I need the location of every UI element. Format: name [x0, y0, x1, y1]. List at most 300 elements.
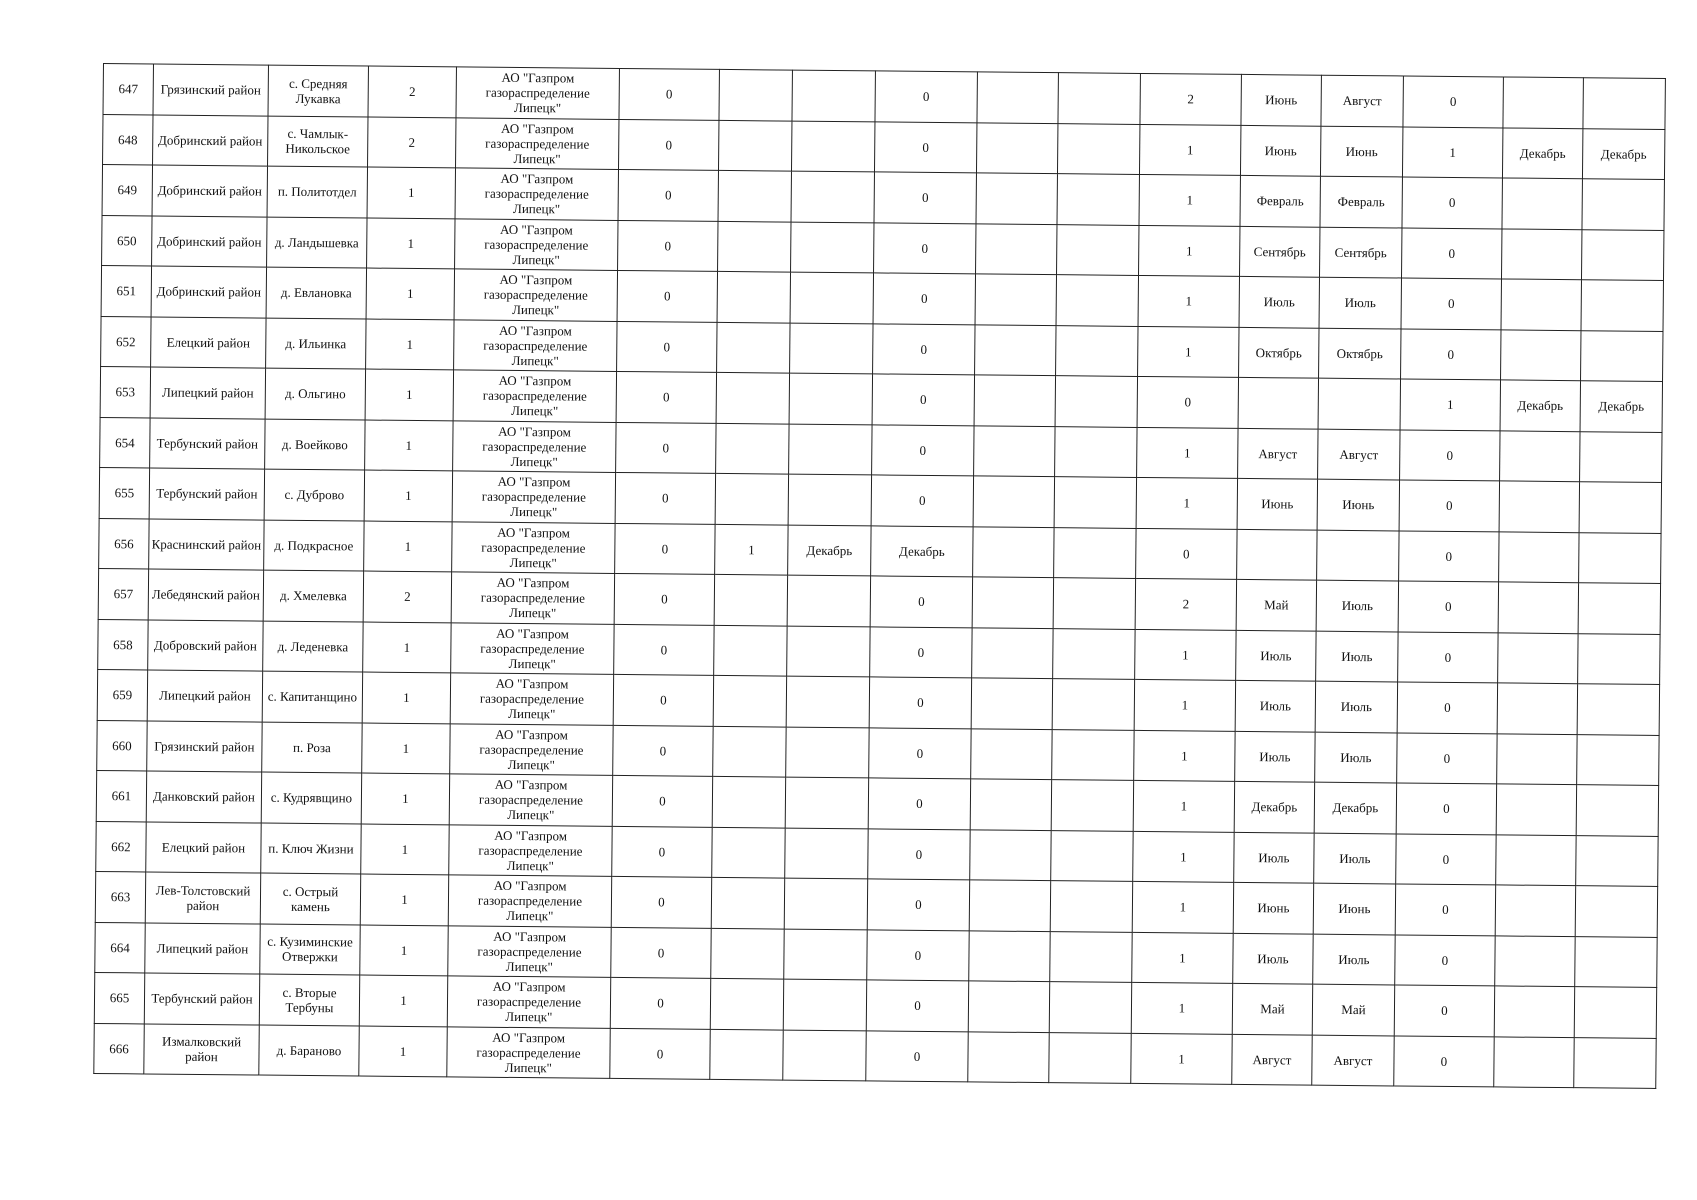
cell-month-d-end	[1579, 532, 1661, 583]
cell-row-number: 657	[98, 568, 148, 619]
organization-line: АО "Газпром	[496, 625, 569, 642]
cell-month-d-end	[1576, 835, 1658, 886]
cell-month-a-start	[712, 827, 785, 878]
cell-value-b: 0	[875, 71, 977, 122]
cell-value-c: 1	[1134, 679, 1235, 730]
cell-quantity: 1	[362, 672, 450, 723]
cell-month-c-start: Август	[1238, 428, 1318, 479]
cell-value-b: 0	[868, 828, 970, 879]
cell-row-number: 659	[97, 669, 147, 720]
cell-value-c: 2	[1140, 73, 1241, 124]
organization-line: газораспределение	[482, 438, 587, 455]
organization-line: АО "Газпром	[492, 979, 566, 995]
organization-line: газораспределение	[484, 185, 589, 202]
cell-value-d: 0	[1396, 783, 1496, 834]
organization-line: Липецк"	[507, 807, 555, 823]
organization-line: АО "Газпром	[500, 120, 574, 137]
cell-value-a: 0	[618, 220, 718, 271]
cell-value-c: 1	[1134, 730, 1235, 781]
cell-value-d: 0	[1396, 833, 1496, 884]
cell-district: Липецкий район	[147, 670, 262, 722]
cell-month-a-start	[714, 574, 787, 625]
cell-month-a-start	[711, 928, 784, 979]
cell-row-number: 653	[100, 366, 150, 417]
cell-value-d: 0	[1399, 530, 1499, 581]
cell-value-c: 1	[1132, 881, 1233, 932]
cell-settlement: п. Политотдел	[267, 166, 367, 217]
cell-month-b-end	[1054, 477, 1136, 528]
organization-line: АО "Газпром	[494, 827, 568, 844]
cell-month-c-start: Сентябрь	[1240, 226, 1320, 277]
cell-value-b: Декабрь	[871, 525, 973, 576]
cell-settlement: д. Леденевка	[263, 621, 363, 672]
organization-line: Липецк"	[513, 150, 561, 167]
cell-row-number: 664	[95, 922, 145, 973]
cell-value-a: 0	[616, 371, 716, 422]
cell-month-c-start: Октябрь	[1239, 327, 1319, 378]
cell-month-a-end	[791, 222, 874, 273]
cell-month-b-start	[968, 1031, 1049, 1082]
cell-month-c-end: Июль	[1319, 277, 1401, 328]
cell-value-d: 0	[1399, 480, 1499, 531]
cell-settlement: с. Дуброво	[264, 469, 364, 520]
cell-quantity: 1	[367, 218, 455, 269]
cell-value-a: 0	[619, 68, 719, 119]
cell-organization	[456, 67, 619, 119]
cell-value-c: 1	[1135, 629, 1236, 680]
cell-settlement: д. Хмелевка	[263, 570, 363, 621]
cell-month-a-start	[716, 423, 789, 474]
cell-value-b: 0	[874, 172, 976, 223]
cell-month-a-start	[718, 120, 791, 171]
organization-line: Липецк"	[507, 756, 555, 773]
cell-month-a-end: Декабрь	[788, 525, 871, 576]
cell-month-d-end	[1579, 482, 1661, 533]
cell-month-b-end	[1054, 527, 1136, 578]
cell-month-c-end: Июнь	[1313, 883, 1395, 934]
organization-line: газораспределение	[478, 791, 584, 808]
cell-organization	[452, 471, 615, 523]
cell-settlement: д. Евлановка	[266, 267, 366, 318]
cell-value-b: 0	[874, 121, 976, 172]
cell-month-c-end: Июль	[1313, 934, 1395, 985]
organization-line: АО "Газпром	[493, 928, 567, 945]
cell-value-a: 0	[612, 775, 712, 826]
organization-line: АО "Газпром	[499, 221, 573, 238]
organization-line: АО "Газпром	[495, 676, 569, 692]
cell-month-a-start	[718, 221, 791, 272]
cell-month-c-end: Август	[1312, 1035, 1394, 1086]
cell-settlement: д. Ольгино	[265, 368, 365, 419]
cell-month-b-start	[973, 476, 1054, 527]
cell-quantity: 1	[361, 773, 449, 824]
cell-district: Елецкий район	[146, 821, 261, 873]
cell-month-c-end: Июль	[1316, 580, 1398, 631]
cell-month-b-end	[1058, 73, 1140, 124]
cell-quantity: 1	[360, 925, 448, 976]
cell-month-d-start	[1499, 531, 1579, 582]
organization-line: АО "Газпром	[499, 272, 573, 288]
cell-month-b-end	[1050, 931, 1132, 982]
cell-organization	[453, 420, 616, 472]
organization-line: АО "Газпром	[497, 474, 571, 490]
cell-month-c-start: Июнь	[1237, 478, 1317, 529]
cell-value-d: 0	[1402, 177, 1502, 228]
cell-value-d: 0	[1401, 227, 1501, 278]
organization-line: АО "Газпром	[493, 878, 567, 894]
cell-month-b-start	[976, 173, 1057, 224]
cell-month-a-start	[715, 473, 788, 524]
cell-month-b-end	[1057, 224, 1139, 275]
cell-row-number: 663	[95, 871, 145, 922]
organization-line: Липецк"	[506, 857, 554, 874]
cell-month-d-start	[1496, 784, 1576, 835]
cell-settlement: д. Подкрасное	[264, 520, 364, 571]
cell-value-b: 0	[867, 879, 969, 930]
cell-month-d-start	[1501, 279, 1581, 330]
cell-month-b-start	[976, 223, 1057, 274]
cell-month-a-end	[790, 323, 873, 374]
cell-district: Липецкий район	[150, 367, 265, 419]
cell-month-a-end	[791, 171, 874, 222]
cell-row-number: 651	[101, 265, 151, 316]
cell-month-d-end: Декабрь	[1580, 381, 1662, 432]
cell-month-d-end	[1581, 229, 1663, 280]
cell-month-c-end: Июнь	[1317, 479, 1399, 530]
cell-value-b: 0	[874, 222, 976, 273]
cell-quantity: 2	[363, 571, 451, 622]
cell-month-d-start	[1502, 178, 1582, 229]
cell-month-a-start: 1	[715, 524, 788, 575]
cell-value-c: 0	[1137, 376, 1238, 427]
cell-month-c-start	[1238, 377, 1318, 428]
cell-month-b-start	[969, 880, 1050, 931]
organization-line: Липецк"	[513, 201, 561, 217]
cell-month-b-start	[975, 274, 1056, 325]
organization-line: Липецк"	[512, 302, 560, 318]
organization-line: Липецк"	[509, 554, 557, 571]
cell-month-c-end: Февраль	[1320, 176, 1402, 227]
cell-settlement: п. Ключ Жизни	[261, 823, 361, 874]
cell-value-d: 0	[1403, 76, 1503, 127]
cell-value-b: 0	[869, 677, 971, 728]
cell-district: Лев-Толстовский район	[145, 872, 260, 924]
cell-district: Лебедянский район	[148, 569, 263, 621]
organization-line: Липецк"	[504, 1059, 552, 1076]
cell-quantity: 1	[365, 420, 453, 471]
cell-row-number: 649	[102, 165, 152, 216]
organization-line: газораспределение	[477, 892, 583, 909]
cell-value-c: 1	[1131, 1033, 1232, 1084]
organization-line: газораспределение	[484, 236, 589, 253]
cell-quantity: 1	[360, 874, 448, 925]
cell-organization	[456, 117, 619, 169]
cell-month-d-end	[1575, 886, 1657, 937]
cell-value-d: 0	[1398, 631, 1498, 682]
cell-organization	[454, 269, 617, 321]
cell-district: Тербунский район	[149, 468, 264, 520]
organization-line: газораспределение	[482, 387, 587, 404]
cell-district: Добринский район	[153, 114, 268, 166]
organization-line: Липецк"	[512, 251, 560, 268]
organization-line: газораспределение	[481, 539, 586, 556]
cell-month-a-end	[792, 70, 875, 121]
cell-month-a-end	[787, 575, 870, 626]
cell-value-a: 0	[614, 573, 714, 624]
organization-line: газораспределение	[480, 640, 585, 657]
cell-organization	[447, 976, 610, 1028]
cell-value-d: 0	[1394, 1035, 1494, 1086]
cell-value-d: 0	[1394, 985, 1494, 1036]
cell-value-d: 1	[1402, 126, 1502, 177]
cell-month-d-start	[1499, 481, 1579, 532]
cell-value-d: 0	[1397, 732, 1497, 783]
cell-value-b: 0	[870, 626, 972, 677]
cell-month-c-start: Июль	[1235, 680, 1315, 731]
cell-month-a-end	[789, 373, 872, 424]
organization-line: АО "Газпром	[496, 575, 570, 591]
cell-month-c-start: Июль	[1234, 832, 1314, 883]
cell-month-c-start: Июнь	[1233, 882, 1313, 933]
cell-value-b: 0	[873, 323, 975, 374]
organization-line: Липецк"	[510, 453, 558, 470]
cell-month-d-start	[1501, 228, 1581, 279]
cell-organization	[455, 218, 618, 270]
cell-month-c-start: Июль	[1236, 630, 1316, 681]
cell-settlement: с. Кузиминские Отвержки	[260, 924, 360, 975]
cell-month-c-end	[1317, 530, 1399, 581]
cell-month-a-end	[783, 1030, 866, 1081]
cell-value-b: 0	[869, 727, 971, 778]
cell-value-c: 1	[1137, 427, 1238, 478]
cell-month-c-start: Август	[1232, 1034, 1312, 1085]
cell-organization	[448, 925, 611, 977]
cell-month-d-end	[1574, 1037, 1656, 1088]
cell-month-a-end	[786, 727, 869, 778]
cell-district: Измалковский район	[144, 1023, 259, 1075]
cell-value-b: 0	[866, 980, 968, 1031]
cell-month-a-end	[785, 777, 868, 828]
cell-organization	[447, 1026, 610, 1078]
organization-line: газораспределение	[483, 286, 588, 303]
organization-line: Липецк"	[508, 655, 556, 672]
cell-district: Тербунский район	[150, 417, 265, 469]
cell-month-b-start	[975, 324, 1056, 375]
cell-value-c: 1	[1139, 174, 1240, 225]
cell-value-a: 0	[617, 270, 717, 321]
cell-month-c-start: Июнь	[1240, 125, 1320, 176]
cell-month-b-end	[1049, 982, 1131, 1033]
cell-row-number: 658	[98, 619, 148, 670]
cell-value-c: 0	[1136, 528, 1237, 579]
cell-month-b-start	[970, 829, 1051, 880]
organization-line: газораспределение	[483, 337, 588, 354]
cell-month-b-end	[1057, 174, 1139, 225]
organization-line: газораспределение	[485, 135, 590, 152]
cell-value-c: 1	[1138, 326, 1239, 377]
cell-district: Краснинский район	[149, 518, 264, 570]
cell-month-d-start	[1494, 1036, 1574, 1087]
cell-value-d: 0	[1401, 278, 1501, 329]
cell-quantity: 1	[362, 723, 450, 774]
cell-month-d-end	[1581, 280, 1663, 331]
organization-line: АО "Газпром	[497, 524, 570, 541]
cell-month-d-end	[1583, 78, 1665, 129]
cell-month-d-end	[1576, 785, 1658, 836]
cell-month-d-end	[1581, 330, 1663, 381]
cell-month-b-end	[1056, 325, 1138, 376]
cell-row-number: 656	[99, 518, 149, 569]
organization-line: АО "Газпром	[495, 726, 569, 743]
organization-line: газораспределение	[478, 842, 583, 859]
cell-organization	[452, 521, 615, 573]
cell-settlement: с. Чамлык-Никольское	[268, 116, 368, 167]
organization-line: газораспределение	[481, 488, 586, 505]
cell-value-c: 1	[1136, 477, 1237, 528]
cell-settlement: с. Средняя Лукавка	[268, 65, 368, 116]
cell-month-c-end: Июль	[1315, 732, 1397, 783]
cell-month-d-start	[1495, 885, 1575, 936]
cell-month-a-end	[784, 878, 867, 929]
cell-month-c-end: Октябрь	[1319, 328, 1401, 379]
cell-row-number: 666	[94, 1023, 144, 1074]
cell-month-a-start	[711, 877, 784, 928]
cell-month-a-end	[785, 828, 868, 879]
cell-value-a: 0	[612, 826, 712, 877]
cell-row-number: 650	[102, 215, 152, 266]
cell-quantity: 1	[366, 319, 454, 370]
organization-line: Липецк"	[505, 1009, 553, 1025]
cell-organization	[454, 319, 617, 371]
cell-month-b-start	[974, 375, 1055, 426]
organization-line: Липецк"	[509, 605, 557, 621]
cell-month-a-start	[716, 372, 789, 423]
cell-month-b-end	[1051, 830, 1133, 881]
cell-value-a: 0	[613, 674, 713, 725]
cell-organization	[448, 875, 611, 927]
cell-month-d-end	[1582, 179, 1664, 230]
cell-value-c: 2	[1135, 578, 1236, 629]
cell-month-c-start: Июль	[1233, 933, 1313, 984]
cell-quantity: 1	[366, 268, 454, 319]
organization-line: Липецк"	[505, 958, 553, 975]
cell-month-a-start	[712, 776, 785, 827]
cell-month-a-end	[784, 929, 867, 980]
cell-value-a: 0	[615, 472, 715, 523]
organization-line: газораспределение	[476, 1044, 581, 1061]
cell-month-a-start	[714, 625, 787, 676]
cell-district: Добринский район	[151, 266, 266, 318]
cell-month-b-start	[968, 981, 1049, 1032]
cell-month-a-end	[790, 272, 873, 323]
cell-month-d-start	[1498, 582, 1578, 633]
cell-organization	[451, 622, 614, 674]
cell-month-a-start	[717, 322, 790, 373]
cell-district: Данковский район	[146, 771, 261, 823]
cell-organization	[453, 370, 616, 422]
cell-value-a: 0	[610, 1028, 710, 1079]
cell-value-a: 0	[611, 876, 711, 927]
cell-value-b: 0	[872, 374, 974, 425]
cell-month-c-end	[1318, 378, 1400, 429]
cell-value-b: 0	[873, 273, 975, 324]
organization-line: Липецк"	[513, 100, 562, 116]
cell-settlement: с. Кудрявщино	[261, 772, 361, 823]
cell-value-d: 0	[1401, 328, 1501, 379]
cell-quantity: 2	[368, 66, 456, 117]
cell-month-c-start: Февраль	[1240, 175, 1320, 226]
cell-month-d-start: Декабрь	[1500, 380, 1580, 431]
cell-settlement: д. Воейково	[265, 419, 365, 470]
cell-quantity: 1	[359, 975, 447, 1026]
cell-month-c-end: Июль	[1315, 681, 1397, 732]
cell-district: Липецкий район	[145, 922, 260, 974]
cell-row-number: 662	[96, 821, 146, 872]
cell-quantity: 1	[361, 824, 449, 875]
cell-month-c-start: Июль	[1239, 276, 1319, 327]
cell-month-d-start	[1494, 986, 1574, 1037]
cell-month-d-start	[1503, 77, 1583, 128]
cell-settlement: д. Бараново	[259, 1025, 359, 1076]
cell-district: Добровский район	[148, 619, 263, 671]
cell-month-b-end	[1052, 679, 1134, 730]
cell-month-d-start: Декабрь	[1502, 127, 1582, 178]
organization-line: газораспределение	[476, 993, 582, 1010]
cell-month-b-start	[973, 526, 1054, 577]
cell-value-a: 0	[619, 119, 719, 170]
cell-month-c-start: Май	[1236, 579, 1316, 630]
cell-month-c-end: Август	[1318, 429, 1400, 480]
cell-month-c-start: Май	[1232, 983, 1312, 1034]
cell-month-d-start	[1495, 935, 1575, 986]
document-sheet	[93, 63, 1666, 1089]
cell-month-c-end: Июнь	[1320, 126, 1402, 177]
cell-quantity: 1	[367, 167, 455, 218]
cell-month-d-end	[1580, 431, 1662, 482]
cell-month-a-end	[787, 626, 870, 677]
cell-month-c-start: Июль	[1235, 731, 1315, 782]
cell-value-c: 1	[1139, 124, 1240, 175]
organization-line: Липецк"	[506, 908, 554, 924]
cell-month-b-end	[1049, 1032, 1131, 1083]
schedule-table	[93, 63, 1666, 1089]
cell-month-c-start: Декабрь	[1234, 781, 1314, 832]
cell-month-a-end	[786, 676, 869, 727]
cell-month-a-end	[791, 121, 874, 172]
cell-month-b-end	[1053, 578, 1135, 629]
cell-row-number: 661	[96, 770, 146, 821]
cell-month-c-end: Декабрь	[1314, 782, 1396, 833]
cell-quantity: 1	[364, 470, 452, 521]
cell-quantity: 1	[359, 1026, 447, 1077]
organization-line: газораспределение	[477, 943, 582, 960]
cell-month-b-start	[970, 779, 1051, 830]
cell-month-d-end: Декабрь	[1582, 128, 1664, 179]
cell-month-d-end	[1575, 936, 1657, 987]
cell-district: Грязинский район	[153, 64, 268, 116]
organization-line: АО "Газпром	[500, 171, 574, 187]
cell-quantity: 2	[368, 117, 456, 168]
cell-district: Добринский район	[152, 165, 267, 217]
cell-row-number: 660	[97, 720, 147, 771]
cell-district: Добринский район	[152, 215, 267, 267]
cell-month-b-end	[1053, 628, 1135, 679]
cell-month-b-end	[1057, 123, 1139, 174]
cell-month-a-end	[789, 424, 872, 475]
cell-settlement: д. Ландышевка	[267, 217, 367, 268]
cell-quantity: 1	[365, 369, 453, 420]
cell-settlement: с. Капитанщино	[262, 671, 362, 722]
